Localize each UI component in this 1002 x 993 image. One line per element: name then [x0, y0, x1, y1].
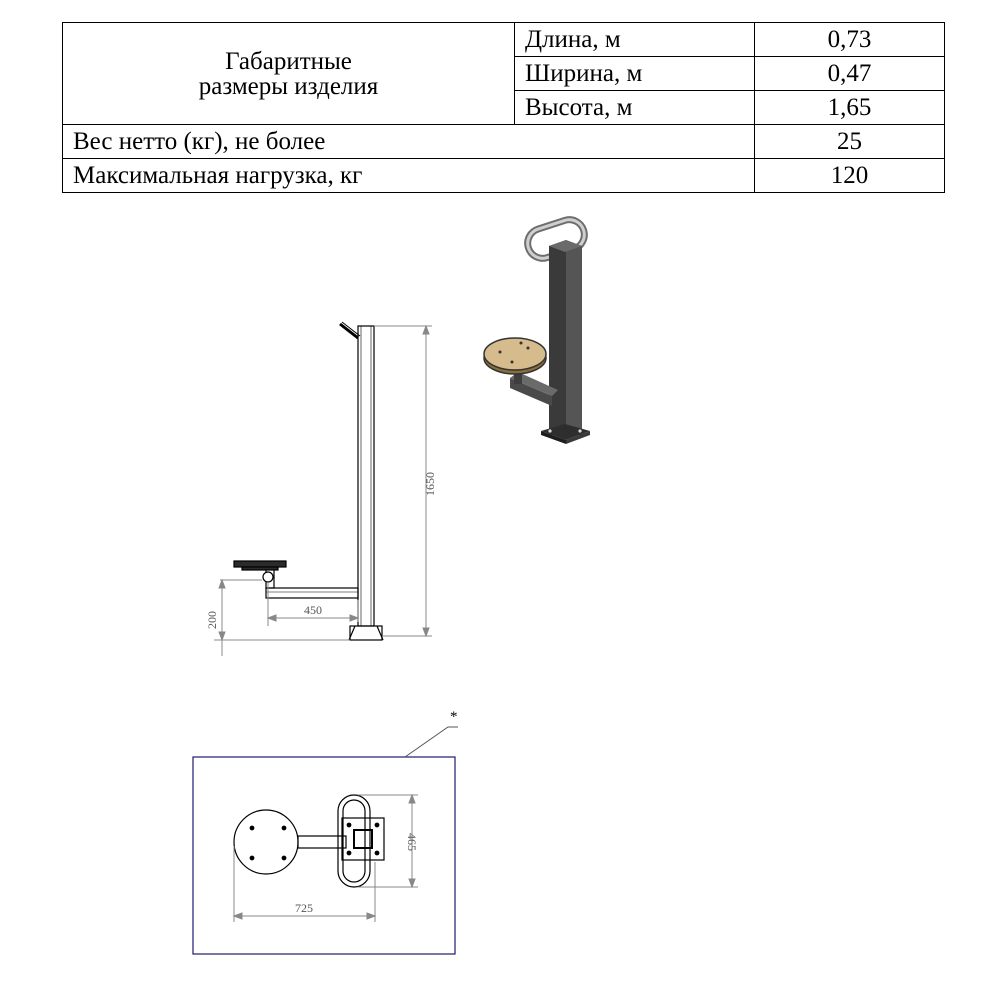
- length-label: Длина, м: [515, 23, 755, 57]
- width-value: 0,47: [755, 57, 945, 91]
- seat-height-dim-label: 200: [205, 611, 219, 629]
- height-dim-label: 1650: [423, 472, 437, 496]
- plan-view: [193, 709, 458, 954]
- width-dim-label: 465: [405, 833, 419, 851]
- height-value: 1,65: [755, 91, 945, 125]
- dimensions-group-line2: размеры изделия: [198, 72, 379, 100]
- arm-dim-label: 450: [304, 603, 322, 617]
- seat-plan: [234, 810, 298, 874]
- side-elevation-view: [234, 322, 383, 640]
- length-dim-label: 725: [295, 901, 313, 915]
- length-value: 0,73: [755, 23, 945, 57]
- plan-view-frame: [193, 757, 455, 954]
- seat-outline: [234, 561, 286, 567]
- post-side: [566, 240, 582, 436]
- post-front: [549, 240, 566, 436]
- net-weight-label: Вес нетто (кг), не более: [63, 125, 755, 159]
- post-outline: [358, 326, 374, 626]
- arm-plan: [298, 836, 346, 848]
- callout-mark: *: [450, 709, 458, 725]
- arm-outline: [266, 588, 358, 598]
- callout-leader: [405, 727, 458, 757]
- net-weight-value: 25: [755, 125, 945, 159]
- max-load-value: 120: [755, 159, 945, 193]
- isometric-view: [484, 216, 590, 444]
- post-plan: [354, 830, 372, 848]
- width-label: Ширина, м: [515, 57, 755, 91]
- dimensions-group-line1: Габаритные: [225, 47, 352, 75]
- max-load-label: Максимальная нагрузка, кг: [63, 159, 755, 193]
- height-label: Высота, м: [515, 91, 755, 125]
- seat-disc: [484, 338, 546, 370]
